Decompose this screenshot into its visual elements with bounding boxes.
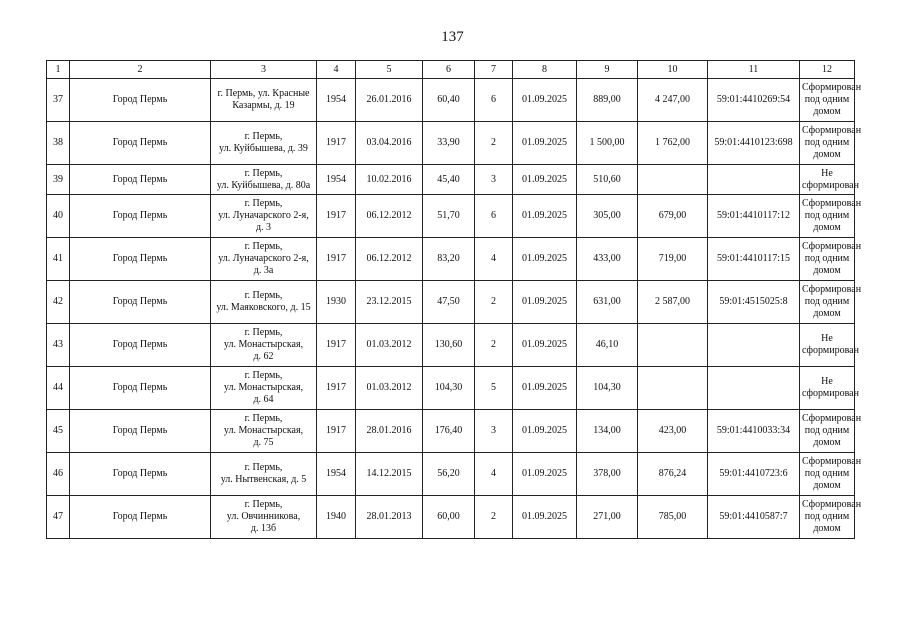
- area-cell: 176,40: [423, 410, 475, 453]
- cadastral-number-cell: 59:01:4410587:7: [708, 496, 800, 539]
- planned-date-cell: 01.09.2025: [513, 324, 577, 367]
- area-cell: 60,00: [423, 496, 475, 539]
- date-cell: 14.12.2015: [356, 453, 423, 496]
- value-cell: 631,00: [577, 281, 638, 324]
- value-cell: 889,00: [577, 79, 638, 122]
- planned-date-cell: 01.09.2025: [513, 165, 577, 195]
- planned-date-cell: 01.09.2025: [513, 453, 577, 496]
- land-area-cell: 876,24: [638, 453, 708, 496]
- area-cell: 104,30: [423, 367, 475, 410]
- planned-date-cell: 01.09.2025: [513, 79, 577, 122]
- municipality-cell: Город Пермь: [70, 410, 211, 453]
- address-cell: г. Пермь, ул. Красные Казармы, д. 19: [211, 79, 317, 122]
- land-area-cell: [638, 165, 708, 195]
- cadastral-number-cell: 59:01:4410269:54: [708, 79, 800, 122]
- status-cell: Сформирован под одним домом: [800, 79, 855, 122]
- build-year-cell: 1917: [317, 410, 356, 453]
- cadastral-number-cell: 59:01:4410033:34: [708, 410, 800, 453]
- land-area-cell: 1 762,00: [638, 122, 708, 165]
- row-number-cell: 40: [47, 195, 70, 238]
- value-cell: 104,30: [577, 367, 638, 410]
- table-row: [47, 281, 855, 324]
- municipality-cell: Город Пермь: [70, 367, 211, 410]
- cadastral-number-cell: 59:01:4410723:6: [708, 453, 800, 496]
- row-number-cell: 41: [47, 238, 70, 281]
- cadastral-number-cell: [708, 165, 800, 195]
- value-cell: 134,00: [577, 410, 638, 453]
- count-cell: 4: [475, 453, 513, 496]
- area-cell: 33,90: [423, 122, 475, 165]
- build-year-cell: 1917: [317, 367, 356, 410]
- table-row: [47, 453, 855, 496]
- land-area-cell: 785,00: [638, 496, 708, 539]
- column-header: 6: [423, 61, 475, 79]
- value-cell: 271,00: [577, 496, 638, 539]
- build-year-cell: 1917: [317, 238, 356, 281]
- table-row: [47, 195, 855, 238]
- column-header: 8: [513, 61, 577, 79]
- table-row: [47, 122, 855, 165]
- status-cell: Не сформирован: [800, 165, 855, 195]
- column-header: 1: [47, 61, 70, 79]
- area-cell: 47,50: [423, 281, 475, 324]
- area-cell: 60,40: [423, 79, 475, 122]
- area-cell: 130,60: [423, 324, 475, 367]
- municipality-cell: Город Пермь: [70, 453, 211, 496]
- column-header: 2: [70, 61, 211, 79]
- column-header: 4: [317, 61, 356, 79]
- row-number-cell: 38: [47, 122, 70, 165]
- area-cell: 51,70: [423, 195, 475, 238]
- column-header: 10: [638, 61, 708, 79]
- land-area-cell: 679,00: [638, 195, 708, 238]
- count-cell: 3: [475, 410, 513, 453]
- value-cell: 305,00: [577, 195, 638, 238]
- date-cell: 23.12.2015: [356, 281, 423, 324]
- cadastral-number-cell: 59:01:4410117:15: [708, 238, 800, 281]
- count-cell: 4: [475, 238, 513, 281]
- column-header: 7: [475, 61, 513, 79]
- build-year-cell: 1917: [317, 122, 356, 165]
- row-number-cell: 39: [47, 165, 70, 195]
- value-cell: 1 500,00: [577, 122, 638, 165]
- date-cell: 10.02.2016: [356, 165, 423, 195]
- row-number-cell: 45: [47, 410, 70, 453]
- planned-date-cell: 01.09.2025: [513, 281, 577, 324]
- column-header: 3: [211, 61, 317, 79]
- land-area-cell: [638, 367, 708, 410]
- address-cell: г. Пермь, ул. Луначарского 2-я, д. 3а: [211, 238, 317, 281]
- address-cell: г. Пермь, ул. Куйбышева, д. 39: [211, 122, 317, 165]
- municipality-cell: Город Пермь: [70, 195, 211, 238]
- column-header: 12: [800, 61, 855, 79]
- date-cell: 28.01.2016: [356, 410, 423, 453]
- count-cell: 2: [475, 122, 513, 165]
- municipality-cell: Город Пермь: [70, 281, 211, 324]
- table-body: [47, 79, 862, 539]
- address-cell: г. Пермь, ул. Овчинникова, д. 13б: [211, 496, 317, 539]
- build-year-cell: 1917: [317, 195, 356, 238]
- value-cell: 510,60: [577, 165, 638, 195]
- municipality-cell: Город Пермь: [70, 165, 211, 195]
- row-number-cell: 42: [47, 281, 70, 324]
- count-cell: 3: [475, 165, 513, 195]
- build-year-cell: 1940: [317, 496, 356, 539]
- build-year-cell: 1954: [317, 165, 356, 195]
- table-row: [47, 496, 855, 539]
- address-cell: г. Пермь, ул. Маяковского, д. 15: [211, 281, 317, 324]
- status-cell: Сформирован под одним домом: [800, 195, 855, 238]
- status-cell: Не сформирован: [800, 367, 855, 410]
- date-cell: 03.04.2016: [356, 122, 423, 165]
- build-year-cell: 1954: [317, 79, 356, 122]
- area-cell: 56,20: [423, 453, 475, 496]
- table-row: [47, 165, 855, 195]
- address-cell: г. Пермь, ул. Нытвенская, д. 5: [211, 453, 317, 496]
- status-cell: Сформирован под одним домом: [800, 122, 855, 165]
- count-cell: 2: [475, 324, 513, 367]
- build-year-cell: 1930: [317, 281, 356, 324]
- date-cell: 28.01.2013: [356, 496, 423, 539]
- count-cell: 2: [475, 281, 513, 324]
- row-number-cell: 44: [47, 367, 70, 410]
- date-cell: 01.03.2012: [356, 367, 423, 410]
- row-number-cell: 43: [47, 324, 70, 367]
- column-header: 11: [708, 61, 800, 79]
- date-cell: 06.12.2012: [356, 238, 423, 281]
- column-header: 9: [577, 61, 638, 79]
- planned-date-cell: 01.09.2025: [513, 410, 577, 453]
- status-cell: Сформирован под одним домом: [800, 238, 855, 281]
- status-cell: Сформирован под одним домом: [800, 453, 855, 496]
- land-area-cell: 423,00: [638, 410, 708, 453]
- row-number-cell: 46: [47, 453, 70, 496]
- count-cell: 5: [475, 367, 513, 410]
- land-area-cell: 4 247,00: [638, 79, 708, 122]
- build-year-cell: 1954: [317, 453, 356, 496]
- municipality-cell: Город Пермь: [70, 238, 211, 281]
- planned-date-cell: 01.09.2025: [513, 238, 577, 281]
- municipality-cell: Город Пермь: [70, 122, 211, 165]
- address-cell: г. Пермь, ул. Монастырская, д. 75: [211, 410, 317, 453]
- value-cell: 378,00: [577, 453, 638, 496]
- address-cell: г. Пермь, ул. Луначарского 2-я, д. 3: [211, 195, 317, 238]
- land-area-cell: 2 587,00: [638, 281, 708, 324]
- land-area-cell: 719,00: [638, 238, 708, 281]
- date-cell: 06.12.2012: [356, 195, 423, 238]
- planned-date-cell: 01.09.2025: [513, 367, 577, 410]
- address-cell: г. Пермь, ул. Куйбышева, д. 80а: [211, 165, 317, 195]
- municipality-cell: Город Пермь: [70, 324, 211, 367]
- cadastral-number-cell: 59:01:4410117:12: [708, 195, 800, 238]
- table-row: [47, 324, 855, 367]
- row-number-cell: 47: [47, 496, 70, 539]
- table-row: [47, 238, 855, 281]
- status-cell: Сформирован под одним домом: [800, 281, 855, 324]
- count-cell: 6: [475, 79, 513, 122]
- planned-date-cell: 01.09.2025: [513, 195, 577, 238]
- address-cell: г. Пермь, ул. Монастырская, д. 62: [211, 324, 317, 367]
- municipality-cell: Город Пермь: [70, 79, 211, 122]
- address-cell: г. Пермь, ул. Монастырская, д. 64: [211, 367, 317, 410]
- planned-date-cell: 01.09.2025: [513, 122, 577, 165]
- cadastral-number-cell: [708, 324, 800, 367]
- table-row: [47, 79, 855, 122]
- column-number-row: [47, 61, 855, 79]
- status-cell: Сформирован под одним домом: [800, 410, 855, 453]
- area-cell: 83,20: [423, 238, 475, 281]
- value-cell: 46,10: [577, 324, 638, 367]
- value-cell: 433,00: [577, 238, 638, 281]
- status-cell: Сформирован под одним домом: [800, 496, 855, 539]
- municipality-cell: Город Пермь: [70, 496, 211, 539]
- housing-registry-table: [46, 60, 862, 539]
- table-row: [47, 410, 855, 453]
- column-header: 5: [356, 61, 423, 79]
- planned-date-cell: 01.09.2025: [513, 496, 577, 539]
- date-cell: 01.03.2012: [356, 324, 423, 367]
- area-cell: 45,40: [423, 165, 475, 195]
- table-row: [47, 367, 855, 410]
- count-cell: 6: [475, 195, 513, 238]
- date-cell: 26.01.2016: [356, 79, 423, 122]
- cadastral-number-cell: [708, 367, 800, 410]
- cadastral-number-cell: 59:01:4515025:8: [708, 281, 800, 324]
- land-area-cell: [638, 324, 708, 367]
- count-cell: 2: [475, 496, 513, 539]
- status-cell: Не сформирован: [800, 324, 855, 367]
- page-number: 137: [441, 29, 464, 45]
- row-number-cell: 37: [47, 79, 70, 122]
- build-year-cell: 1917: [317, 324, 356, 367]
- cadastral-number-cell: 59:01:4410123:698: [708, 122, 800, 165]
